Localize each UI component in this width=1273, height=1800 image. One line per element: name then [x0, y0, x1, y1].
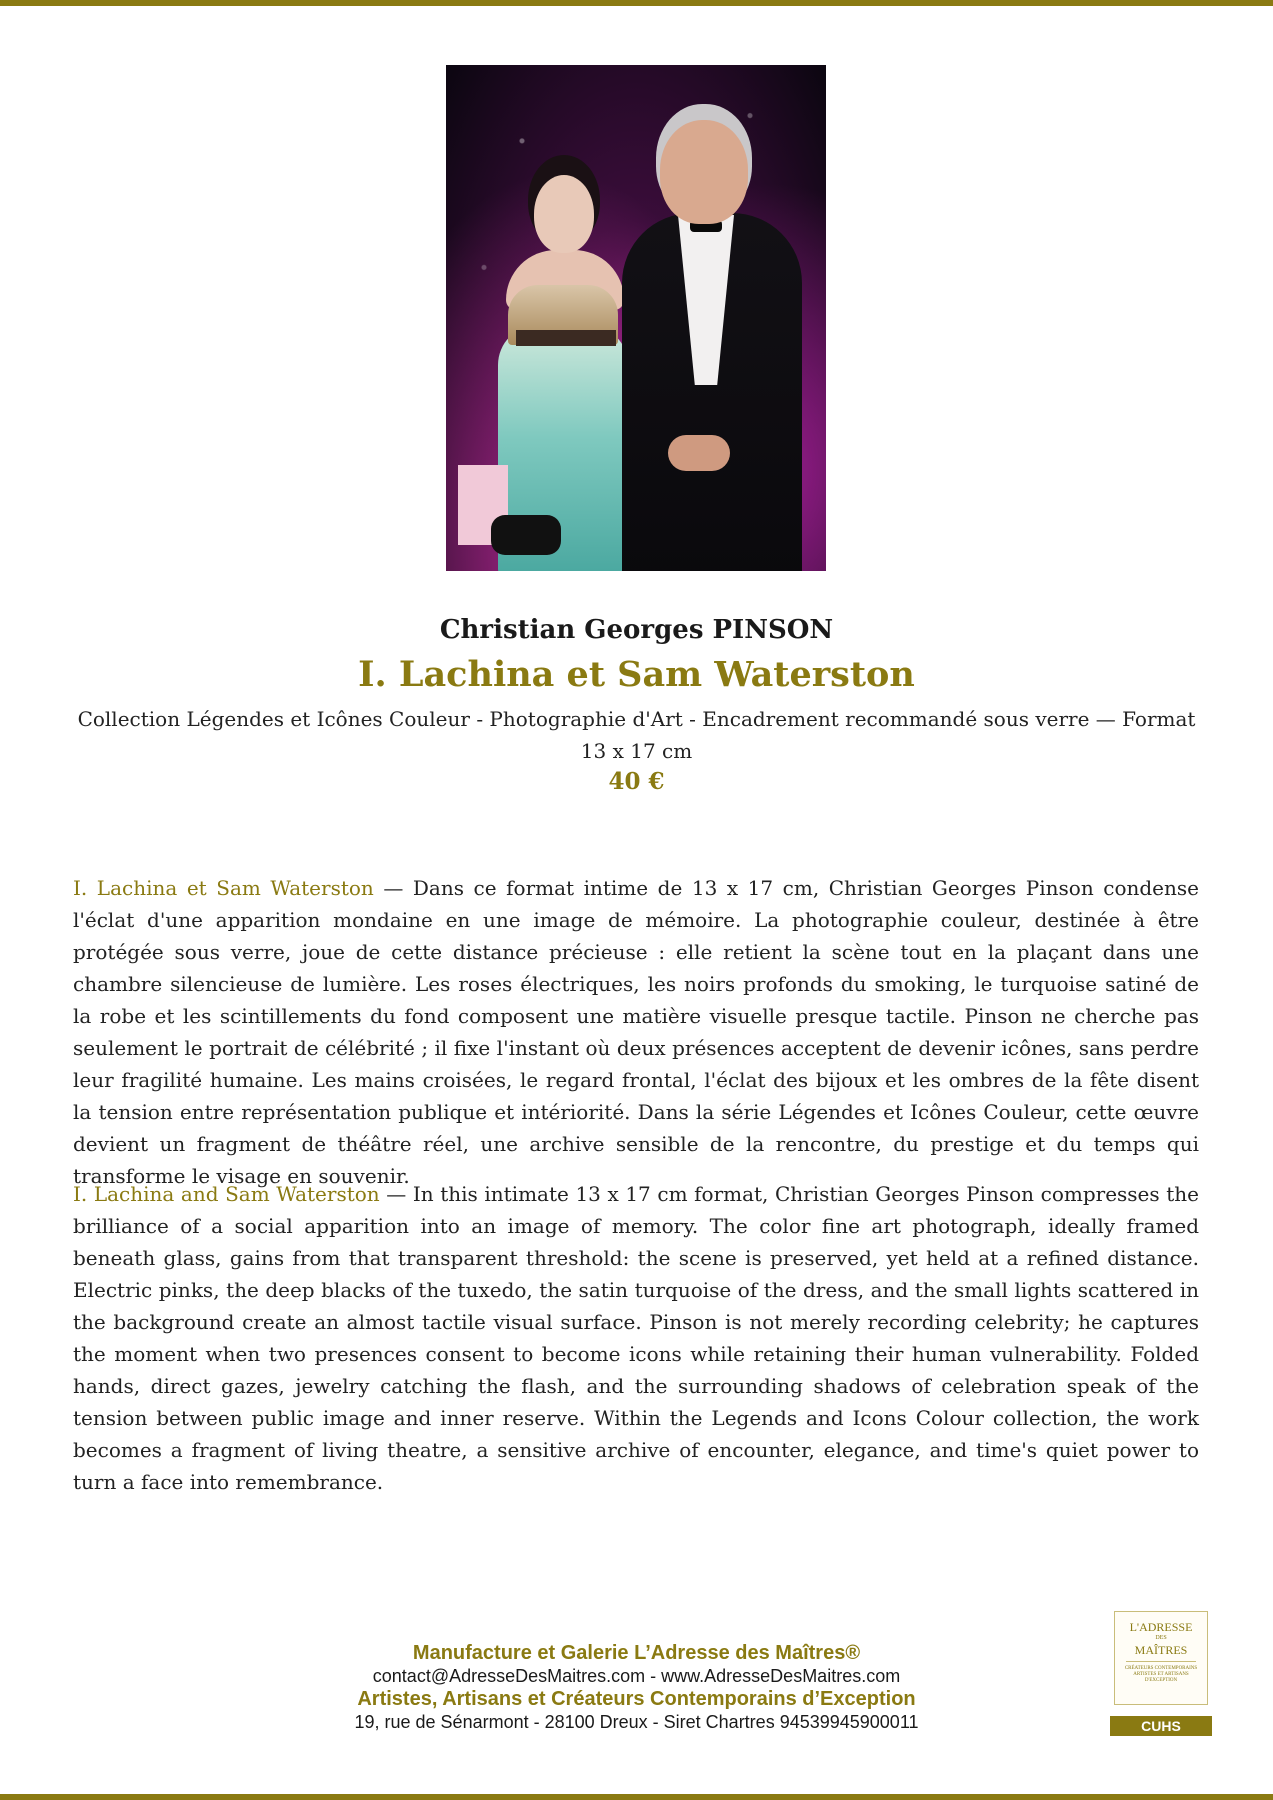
- description-english-lead: I. Lachina and Sam Waterston: [73, 1182, 380, 1206]
- footer-contact: contact@AdresseDesMaitres.com - www.AdresseDesMaitres.com: [372, 1666, 901, 1686]
- description-english: [73, 1178, 1199, 1498]
- footer-address: 19, rue de Sénarmont - 28100 Dreux - Siret Chartres 94539945900011: [354, 1712, 919, 1732]
- artwork-subtitle: Collection Légendes et Icônes Couleur - Photographie d'Art - Encadrement recommandé sous verre — Format 13 x 17 cm: [77, 707, 1196, 763]
- woman-sash: [516, 330, 616, 346]
- gallery-seal-logo: [1114, 1611, 1208, 1705]
- man-hands: [668, 435, 730, 471]
- artwork-price: 40 €: [608, 768, 665, 795]
- seal-line-4: CRÉATEURS CONTEMPORAINS ARTISTES ET ARTISANS D'EXCEPTION: [1124, 1666, 1198, 1683]
- man-head: [660, 120, 748, 224]
- seal-line-2: DES: [1155, 1635, 1167, 1641]
- footer: [0, 1642, 1273, 1734]
- artwork-title: I. Lachina et Sam Waterston: [358, 654, 915, 695]
- bottom-border: [0, 1794, 1273, 1800]
- seal-line-3: MAÎTRES: [1134, 1643, 1188, 1657]
- seal-line-1: L'ADRESSE: [1129, 1620, 1193, 1634]
- description-english-text: — In this intimate 13 x 17 cm format, Christian Georges Pinson compresses the brilliance of a social apparition into an image of memory. The color fine art photograph, ideally framed beneath glass, gains from that transparent threshold: the scene is preserved, yet held at a refined distance. Electric pinks, the deep blacks of the tuxedo, the satin turquoise of the dress, and the small lights scattered in the background create an almost tactile visual surface. Pinson is not merely recording celebrity; he captures the moment when two presences consent to become icons while retaining their human vulnerability. Folded hands, direct gazes, jewelry catching the flash, and the surrounding shadows of celebration speak of the tension between public image and inner reserve. Within the Legends and Icons Colour collection, the work becomes a fragment of living theatre, a sensitive archive of encounter, elegance, and time's quiet power to turn a face into remembrance.: [73, 1182, 1199, 1494]
- description-french-lead: I. Lachina et Sam Waterston: [73, 876, 374, 900]
- seal-divider: [1126, 1661, 1196, 1662]
- artist-name: Christian Georges PINSON: [439, 615, 834, 645]
- clutch-bag: [491, 515, 561, 555]
- artwork-photo: [446, 65, 826, 571]
- footer-tagline: Artistes, Artisans et Créateurs Contemporains d’Exception: [357, 1688, 916, 1710]
- seal-badge: CUHS: [1110, 1716, 1212, 1736]
- woman-head: [534, 175, 594, 253]
- description-french-text: — Dans ce format intime de 13 x 17 cm, Christian Georges Pinson condense l'éclat d'une apparition mondaine en une image de mémoire. La photographie couleur, destinée à être protégée sous verre, joue de cette distance précieuse : elle retient la scène tout en la plaçant dans une chambre silencieuse de lumière. Les roses électriques, les noirs profonds du smoking, le turquoise satiné de la robe et les scintillements du fond composent une matière visuelle presque tactile. Pinson ne cherche pas seulement le portrait de célébrité ; il fixe l'instant où deux présences acceptent de devenir icônes, sans perdre leur fragilité humaine. Les mains croisées, le regard frontal, l'éclat des bijoux et les ombres de la fête disent la tension entre représentation publique et intériorité. Dans la série Légendes et Icônes Couleur, cette œuvre devient un fragment de théâtre réel, une archive sensible de la rencontre, du prestige et du temps qui transforme le visage en souvenir.: [73, 876, 1199, 1188]
- top-border: [0, 0, 1273, 6]
- footer-gallery-name: Manufacture et Galerie L’Adresse des Maîtres®: [412, 1642, 861, 1664]
- description-french: [73, 872, 1199, 1192]
